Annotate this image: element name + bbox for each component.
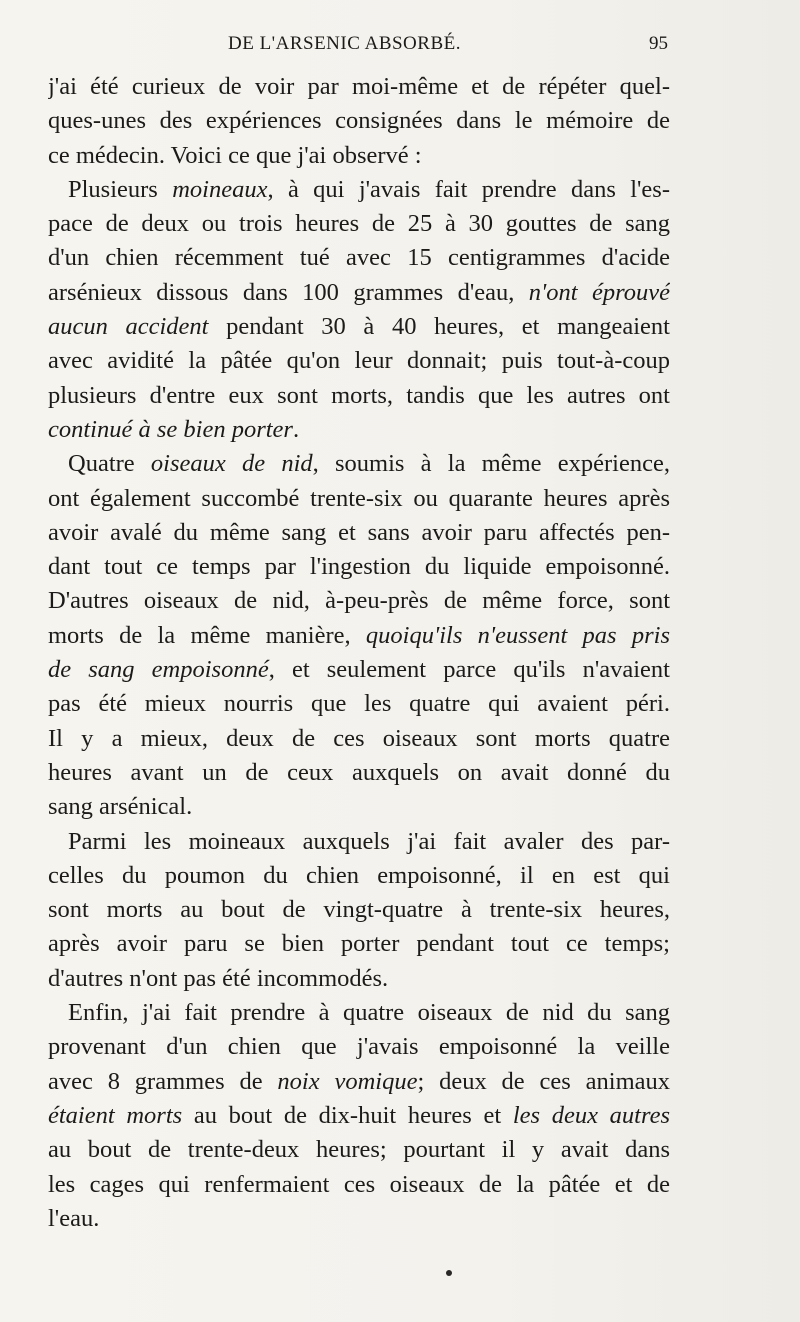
text-line: plusieurs d'entre eux sont morts, tandis que les autres ont — [48, 381, 670, 409]
text-line: continué à se bien porter. — [48, 415, 300, 443]
text-line: les cages qui renfermaient ces oiseaux de la pâtée et de — [48, 1170, 670, 1198]
text-line: heures avant un de ceux auxquels on avait donné du — [48, 758, 670, 786]
text-line: ont également succombé trente-six ou quarante heures après — [48, 484, 670, 512]
text-line: morts de la même manière, quoiqu'ils n'eussent pas pris — [48, 621, 670, 649]
text-line: Quatre oiseaux de nid, soumis à la même expérience, — [68, 450, 670, 478]
text-line: arsénieux dissous dans 100 grammes d'eau, n'ont éprouvé — [48, 278, 670, 306]
text-line: ques-unes des expériences consignées dans le mémoire de — [48, 107, 670, 135]
page-header — [48, 33, 668, 63]
page-number: 95 — [649, 33, 668, 54]
text-line: pace de deux ou trois heures de 25 à 30 gouttes de sang — [48, 210, 670, 238]
text-line: ce médecin. Voici ce que j'ai observé : — [48, 141, 422, 169]
text-line: Plusieurs moineaux, à qui j'avais fait prendre dans l'es- — [68, 175, 670, 203]
text-line: au bout de trente-deux heures; pourtant il y avait dans — [48, 1136, 670, 1164]
body-text — [48, 70, 670, 1236]
text-line: Il y a mieux, deux de ces oiseaux sont morts quatre — [48, 724, 670, 752]
text-line: avoir avalé du même sang et sans avoir paru affectés pen- — [48, 518, 670, 546]
printer-ornament — [446, 1270, 452, 1276]
text-line: d'autres n'ont pas été incommodés. — [48, 964, 389, 992]
text-line: celles du poumon du chien empoisonné, il en est qui — [48, 861, 670, 889]
text-line: Parmi les moineaux auxquels j'ai fait avaler des par- — [68, 827, 670, 855]
text-line: dant tout ce temps par l'ingestion du liquide empoisonné. — [48, 553, 670, 581]
text-line: étaient morts au bout de dix-huit heures et les deux autres — [48, 1101, 670, 1129]
text-line: Enfin, j'ai fait prendre à quatre oiseaux de nid du sang — [68, 999, 670, 1027]
text-line: avec avidité la pâtée qu'on leur donnait; puis tout-à-coup — [48, 347, 670, 375]
text-line: d'un chien récemment tué avec 15 centigrammes d'acide — [48, 244, 670, 272]
text-line: avec 8 grammes de noix vomique; deux de ces animaux — [48, 1067, 670, 1095]
text-line: après avoir paru se bien porter pendant tout ce temps; — [48, 930, 670, 958]
text-line: aucun accident pendant 30 à 40 heures, et mangeaient — [48, 313, 670, 341]
text-line: l'eau. — [48, 1204, 100, 1232]
text-line: provenant d'un chien que j'avais empoisonné la veille — [48, 1033, 670, 1061]
text-line: pas été mieux nourris que les quatre qui avaient péri. — [48, 690, 670, 718]
text-line: D'autres oiseaux de nid, à-peu-près de même force, sont — [48, 587, 670, 615]
text-line: sont morts au bout de vingt-quatre à trente-six heures, — [48, 896, 670, 924]
text-line: j'ai été curieux de voir par moi-même et de répéter quel- — [48, 73, 670, 100]
text-line: de sang empoisonné, et seulement parce qu'ils n'avaient — [48, 656, 670, 684]
text-line: sang arsénical. — [48, 793, 193, 821]
running-title: DE L'ARSENIC ABSORBÉ. — [228, 33, 461, 54]
